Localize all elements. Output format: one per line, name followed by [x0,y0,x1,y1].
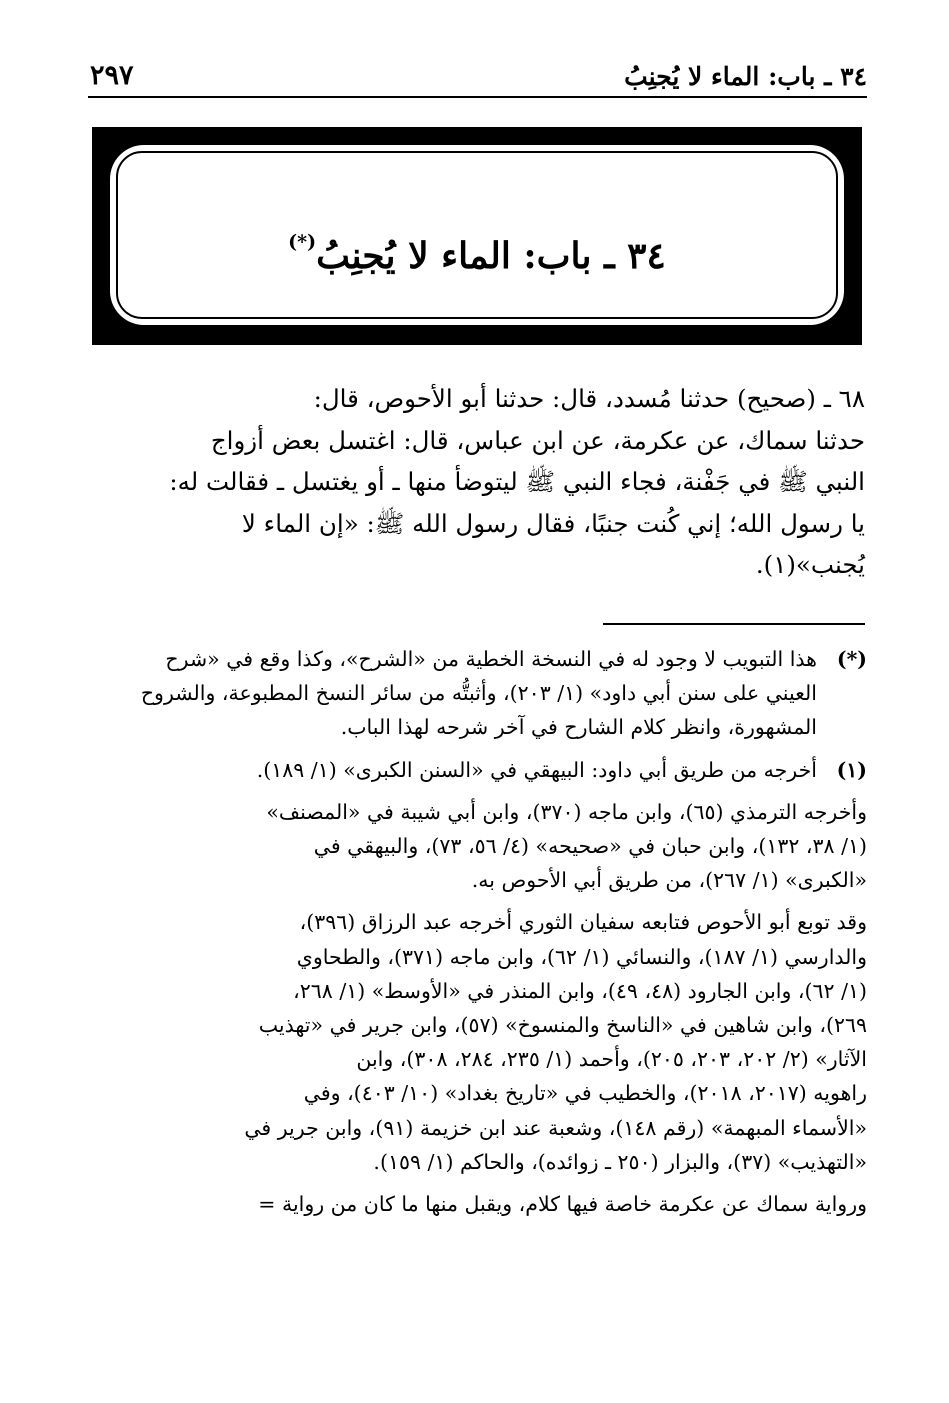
running-head-title: ٣٤ ـ باب: الماء لا يُجنِبُ [624,62,867,91]
chapter-title [110,231,844,277]
footnote-line: أخرجه من طريق أبي داود: البيهقي في «السنن الكبرى» (١/ ١٨٩). [256,757,817,782]
footnote-one-paragraph [88,795,867,898]
hadith-line: يُجنب»(١). [755,550,865,579]
footnote-line: ٢٦٩)، وابن شاهين في «الناسخ والمنسوخ» (٥٧)، وابن جرير في «تهذيب [258,1013,867,1038]
running-head [88,60,867,98]
chapter-title-footnote-mark: (*) [288,231,317,253]
footnote-line: هذا التبويب لا وجود له في النسخة الخطية من «الشرح»، وكذا وقع في «شرح [165,647,817,671]
hadith-line: ٦٨ ـ (صحيح) حدثنا مُسدد، قال: حدثنا أبو الأحوص، قال: [313,384,865,413]
footnote-one-paragraph [88,905,867,1179]
footnotes [88,642,867,1221]
chapter-title-frame [92,127,862,345]
footnote-line: (١/ ٣٨، ١٣٢)، وابن حبان في «صحيحه» (٤/ ٥٦، ٧٣)، والبيهقي في [313,834,867,859]
footnote-line: «التهذيب» (٣٧)، والبزار (٢٥٠ ـ زوائده)، والحاكم (١/ ١٥٩). [373,1149,867,1174]
footnote-line: والدارسي (١/ ١٨٧)، والنسائي (١/ ٦٢)، وابن ماجه (٣٧١)، والطحاوي [296,944,867,969]
footnote-line: وقد توبع أبو الأحوص فتابعه سفيان الثوري أخرجه عبد الرزاق (٣٩٦)، [299,910,867,935]
footnote-line: راهويه (٢٠١٧، ٢٠١٨)، والخطيب في «تاريخ بغداد» (١٠/ ٤٠٣)، وفي [303,1081,867,1106]
page-number: ٢٩٧ [90,60,134,91]
footnote-line: «الكبرى» (١/ ٢٦٧)، من طريق أبي الأحوص به. [471,868,867,893]
footnote-line: (١/ ٦٢)، وابن الجارود (٤٨، ٤٩)، وابن المنذر في «الأوسط» (١/ ٢٦٨، [293,978,867,1003]
footnote-line: «الأسماء المبهمة» (رقم ١٤٨)، وشعبة عند ابن خزيمة (٩١)، وابن جرير في [244,1115,867,1140]
footnote-one-paragraph [88,1187,867,1221]
footnote-line: المشهورة، وانظر كلام الشارح في آخر شرحه لهذا الباب. [340,715,817,740]
footnote-one-mark: (١) [836,757,867,782]
footnote-line: العيني على سنن أبي داود» (١/ ٢٠٣)، وأثبتُّه من سائر النسخ المطبوعة، والشروح [140,681,817,706]
hadith-line: النبي ﷺ في جَفْنة، فجاء النبي ﷺ ليتوضأ منها ـ أو يغتسل ـ فقالت له: [169,467,865,496]
footnote-line: وأخرجه الترمذي (٦٥)، وابن ماجه (٣٧٠)، وابن أبي شيبة في «المصنف» [266,799,867,824]
chapter-title-text: ٣٤ ـ باب: الماء لا يُجنِبُ [316,235,666,277]
footnote-star-mark: (*) [836,647,867,671]
footnote-separator [603,623,865,625]
footnote-star [88,642,867,745]
footnote-line: ورواية سماك عن عكرمة خاصة فيها كلام، ويقبل منها ما كان من رواية = [258,1192,867,1217]
hadith-line: يا رسول الله؛ إني كُنت جنبًا، فقال رسول الله ﷺ: «إن الماء لا [241,508,865,538]
footnote-line: الآثار» (٢/ ٢٠٢، ٢٠٣، ٢٠٥)، وأحمد (١/ ٢٣٥، ٢٨٤، ٣٠٨)، وابن [356,1047,867,1072]
hadith-line: حدثنا سماك، عن عكرمة، عن ابن عباس، قال: اغتسل بعض أزواج [210,425,865,455]
footnote-one [88,753,867,787]
hadith-text [90,378,865,586]
